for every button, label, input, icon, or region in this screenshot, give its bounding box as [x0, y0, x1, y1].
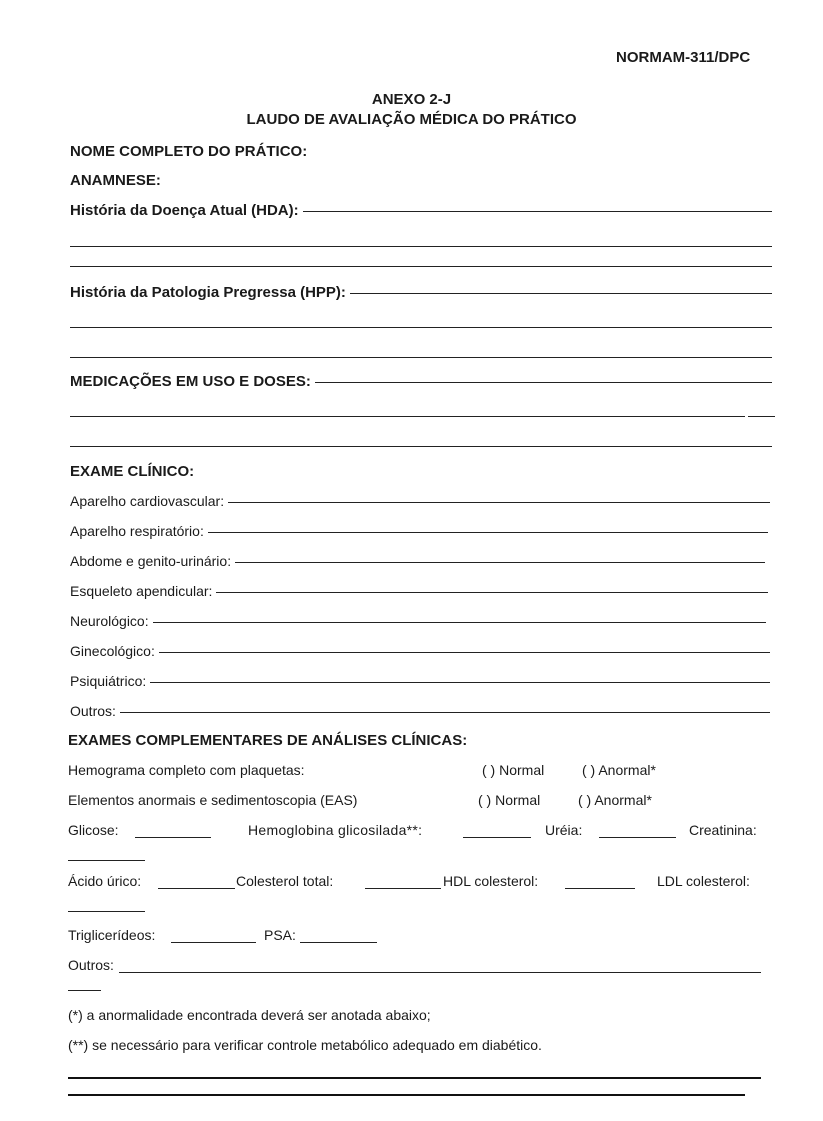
creatinina-label: Creatinina: — [689, 822, 757, 838]
ldl-label: LDL colesterol: — [657, 873, 750, 889]
colesterol-total-label: Colesterol total: — [236, 873, 334, 889]
eas-label: Elementos anormais e sedimentoscopia (EAS) — [68, 792, 358, 808]
hpp-line-3[interactable] — [70, 357, 772, 358]
notes-line-1[interactable] — [68, 1077, 761, 1079]
exam-neuro-row[interactable] — [70, 613, 766, 629]
medications-line[interactable] — [315, 381, 772, 383]
exam-cardiovascular-label: Aparelho cardiovascular: — [70, 493, 225, 509]
hemogram-abnormal-checkbox[interactable]: ( ) Anormal* — [582, 762, 656, 778]
exam-respiratory-line[interactable] — [208, 531, 768, 533]
exam-psych-label: Psiquiátrico: — [70, 673, 147, 689]
hemoglobina-label: Hemoglobina glicosilada**: — [248, 822, 423, 838]
hpp-line-2[interactable] — [70, 327, 772, 328]
exam-psych-line[interactable] — [150, 681, 770, 683]
annex-title: ANEXO 2-J — [371, 91, 452, 108]
hdl-label: HDL colesterol: — [443, 873, 539, 889]
glicose-label: Glicose: — [68, 822, 119, 838]
exam-abdomen-row[interactable] — [70, 553, 765, 569]
exam-others-label: Outros: — [70, 703, 116, 719]
exam-abdomen-line[interactable] — [235, 561, 765, 563]
triglicerideos-label: Triglicerídeos: — [68, 927, 156, 943]
note-diabetic: (**) se necessário para verificar controle metabólico adequado em diabético. — [68, 1037, 542, 1053]
psa-field[interactable] — [300, 942, 377, 943]
medications-label: MEDICAÇÕES EM USO E DOSES: — [70, 373, 311, 390]
hpp-label: História da Patologia Pregressa (HPP): — [70, 284, 346, 301]
ldl-field[interactable] — [68, 911, 145, 912]
hemogram-label: Hemograma completo com plaquetas: — [68, 762, 305, 778]
hpp-line[interactable] — [350, 292, 772, 294]
hpp-row[interactable] — [70, 284, 772, 301]
acido-urico-label: Ácido úrico: — [68, 873, 142, 889]
exam-gyneco-line[interactable] — [159, 651, 770, 653]
hdl-field[interactable] — [565, 888, 635, 889]
document-code: NORMAM-311/DPC — [616, 49, 751, 66]
exam-neuro-line[interactable] — [153, 621, 766, 623]
form-title: LAUDO DE AVALIAÇÃO MÉDICA DO PRÁTICO — [246, 111, 577, 128]
exam-skeleton-row[interactable] — [70, 583, 768, 599]
exam-skeleton-label: Esqueleto apendicular: — [70, 583, 213, 599]
anamnesis-label: ANAMNESE: — [70, 172, 161, 189]
exam-others-row[interactable] — [70, 703, 770, 719]
medications-line-3[interactable] — [70, 446, 772, 447]
lab-others-field-2[interactable] — [68, 990, 101, 991]
medications-line-2b[interactable] — [748, 416, 775, 417]
exam-gyneco-label: Ginecológico: — [70, 643, 155, 659]
exam-abdomen-label: Abdome e genito-urinário: — [70, 553, 232, 569]
glicose-field[interactable] — [135, 837, 211, 838]
exam-skeleton-line[interactable] — [216, 591, 768, 593]
medications-row[interactable] — [70, 373, 772, 390]
medications-line-2[interactable] — [70, 416, 745, 417]
ureia-field[interactable] — [599, 837, 676, 838]
acido-urico-field[interactable] — [158, 888, 235, 889]
eas-normal-checkbox[interactable]: ( ) Normal — [478, 792, 541, 808]
exam-respiratory-label: Aparelho respiratório: — [70, 523, 204, 539]
hemogram-normal-checkbox[interactable]: ( ) Normal — [482, 762, 545, 778]
hda-line-2[interactable] — [70, 246, 772, 247]
exam-cardiovascular-row[interactable] — [70, 493, 770, 509]
exam-respiratory-row[interactable] — [70, 523, 768, 539]
full-name-label: NOME COMPLETO DO PRÁTICO: — [70, 143, 308, 160]
lab-exams-heading: EXAMES COMPLEMENTARES DE ANÁLISES CLÍNICAS: — [68, 732, 468, 749]
colesterol-total-field[interactable] — [365, 888, 441, 889]
hemoglobina-field[interactable] — [463, 837, 531, 838]
eas-abnormal-checkbox[interactable]: ( ) Anormal* — [578, 792, 652, 808]
creatinina-field[interactable] — [68, 860, 145, 861]
exam-gyneco-row[interactable] — [70, 643, 770, 659]
psa-label: PSA: — [264, 927, 296, 943]
hda-line-3[interactable] — [70, 266, 772, 267]
ureia-label: Uréia: — [545, 822, 583, 838]
exam-cardiovascular-line[interactable] — [228, 501, 770, 503]
hda-row[interactable] — [70, 202, 772, 219]
note-abnormality: (*) a anormalidade encontrada deverá ser anotada abaixo; — [68, 1007, 431, 1023]
lab-others-label: Outros: — [68, 957, 114, 973]
exam-others-line[interactable] — [120, 711, 770, 713]
notes-line-2[interactable] — [68, 1094, 745, 1096]
hda-line[interactable] — [303, 210, 772, 212]
clinical-exam-heading: EXAME CLÍNICO: — [70, 463, 195, 480]
lab-others-field[interactable] — [119, 972, 761, 973]
hda-label: História da Doença Atual (HDA): — [70, 202, 299, 219]
exam-psych-row[interactable] — [70, 673, 770, 689]
triglicerideos-field[interactable] — [171, 942, 256, 943]
exam-neuro-label: Neurológico: — [70, 613, 149, 629]
